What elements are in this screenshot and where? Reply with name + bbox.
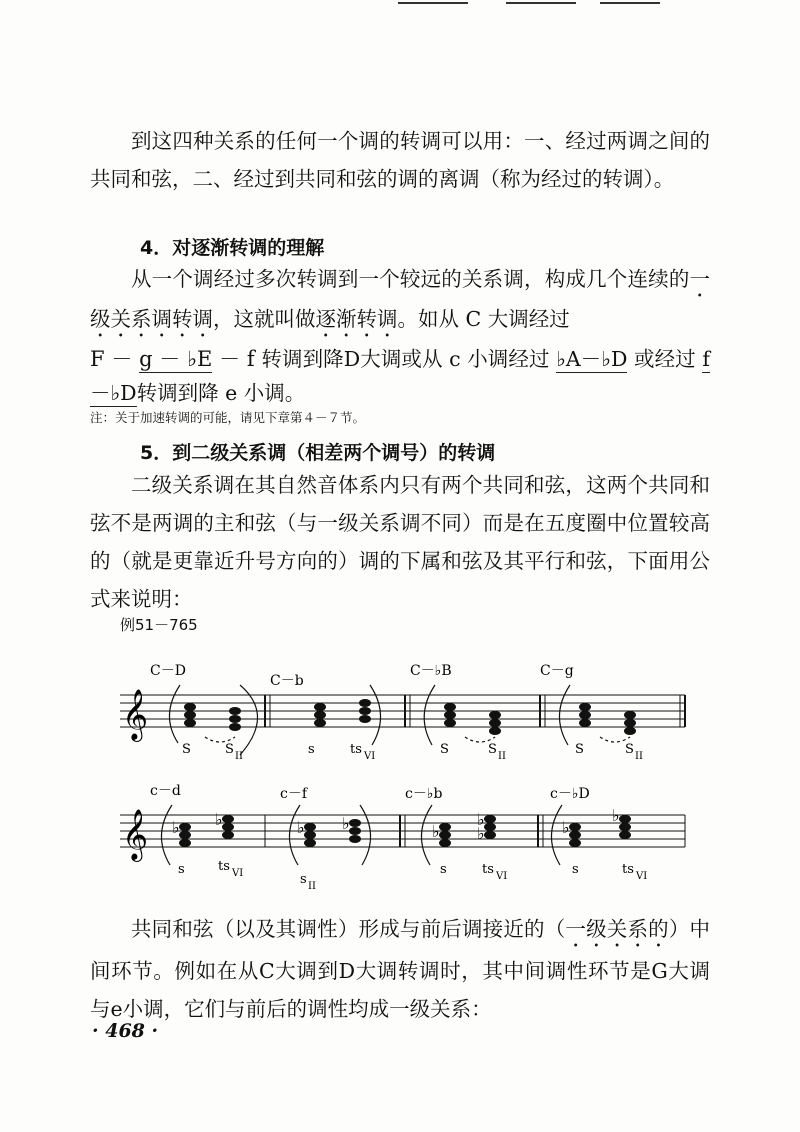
paragraph-2-part1: 从一个调经过多次转调到一个较远的关系调，构成几个连续的 <box>131 267 690 291</box>
key-box-4: C－g <box>540 663 574 679</box>
page-number: · 468 · <box>92 1020 159 1042</box>
svg-text:♭: ♭ <box>612 806 620 825</box>
label-ii-4: II <box>308 881 316 892</box>
top-rule-1 <box>398 2 468 4</box>
key-box-2: C－b <box>270 673 304 689</box>
label-ii-2: II <box>498 751 506 762</box>
label-s-8: s <box>178 862 185 877</box>
svg-text:♭: ♭ <box>477 824 485 843</box>
paragraph-2-part6: 转调到降 e 小调。 <box>136 381 306 405</box>
svg-text:♭: ♭ <box>215 810 223 829</box>
key-chain-1: F － g － ♭E － f <box>90 347 255 371</box>
key-boxes-row-1 <box>150 663 574 689</box>
key-g: g <box>139 347 153 371</box>
key-e-flat: ♭E <box>187 347 213 371</box>
staff-row-1 <box>120 695 685 727</box>
label-s-2: S <box>225 742 234 757</box>
function-labels-row-1 <box>182 742 643 762</box>
dotted-term-2: 逐渐转调 <box>315 307 398 331</box>
music-example <box>110 655 690 905</box>
key-box-6: c－f <box>280 786 308 802</box>
label-s-7: S <box>625 742 634 757</box>
key-box-7: c－♭b <box>405 786 443 802</box>
example-label: 例51－765 <box>120 616 198 634</box>
svg-text:♭: ♭ <box>297 818 305 837</box>
svg-text:♭: ♭ <box>562 818 570 837</box>
top-rule-2 <box>506 2 576 4</box>
dotted-term-1: 一级关系调转调 <box>90 267 710 331</box>
svg-text:♭: ♭ <box>172 818 180 837</box>
key-box-8: c－♭D <box>550 786 590 802</box>
key-f-minor: f <box>246 347 255 371</box>
paragraph-1 <box>90 122 710 198</box>
label-ts-3: ts <box>482 862 494 877</box>
paragraph-1-text: 到这四种关系的任何一个调的转调可以用：一、经过两调之间的共同和弦，二、经过到共同和弦的调的离调（称为经过的转调）。 <box>90 129 710 191</box>
function-labels-row-2 <box>178 859 647 892</box>
dotted-term-3: 一级关系的 <box>565 917 669 941</box>
paragraph-3 <box>90 466 710 618</box>
label-s-11: s <box>572 862 579 877</box>
svg-text:♭: ♭ <box>342 814 350 833</box>
label-s-6: S <box>575 742 584 757</box>
paragraph-2-part5: 或经过 <box>634 347 696 371</box>
paragraph-3-text: 二级关系调在其自然音体系内只有两个共同和弦，这两个共同和弦不是两调的主和弦（与一级关系调不同）而是在五度圈中位置较高的（就是更靠近升号方向的）调的下属和弦及其平行和弦，下面用公式来说明： <box>90 473 710 611</box>
label-s-9: s <box>300 872 307 887</box>
key-chain-bracket: g － ♭E <box>139 347 213 371</box>
key-box-5: c－d <box>150 783 181 799</box>
svg-text:♭: ♭ <box>477 810 485 829</box>
label-ii-3: II <box>635 751 643 762</box>
key-f: F <box>90 347 105 371</box>
label-s-4: S <box>440 742 449 757</box>
footnote: 注：关于加速转调的可能，请见下章第４－７节。 <box>90 410 366 425</box>
paragraph-4-part2: ）中间环节。例如在从C大调到D大调转调时，其中间调性环节是G大调与e小调，它们与前后的调性均成一级关系： <box>90 917 711 1021</box>
label-s-3: s <box>308 742 315 757</box>
top-rule-3 <box>600 2 660 4</box>
label-vi-4: VI <box>636 871 648 882</box>
section-heading-4: 4．对逐渐转调的理解 <box>140 237 325 259</box>
paragraph-2-part3: 。如从 C 大调经过 <box>397 307 570 331</box>
key-boxes-row-2 <box>150 783 590 802</box>
paragraph-4-part1: 共同和弦（以及其调性）形成与前后调接近的（ <box>131 917 566 941</box>
label-s-10: s <box>440 862 447 877</box>
svg-text:♭: ♭ <box>432 822 440 841</box>
paragraph-2-part2: ，这就叫做 <box>213 307 316 331</box>
label-vi-1: VI <box>364 751 376 762</box>
treble-clef-icon-1: 𝄞 <box>122 689 149 740</box>
label-ts-2: ts <box>218 859 230 874</box>
section-heading-5: 5．到二级关系调（相差两个调号）的转调 <box>140 442 496 464</box>
paragraph-4 <box>90 910 710 1028</box>
key-chain-3: f－♭D <box>90 347 710 405</box>
paragraph-2-part4: 转调到降D大调或从 c 小调经过 <box>261 347 550 371</box>
label-vi-2: VI <box>232 868 244 879</box>
label-ts-1: ts <box>350 742 362 757</box>
key-chain-2: ♭A－♭D <box>556 347 628 371</box>
key-box-3: C－♭B <box>410 663 452 679</box>
label-ii-1: II <box>235 751 243 762</box>
label-vi-3: VI <box>496 871 508 882</box>
label-s-1: S <box>182 742 191 757</box>
treble-clef-icon-2: 𝄞 <box>122 809 149 860</box>
key-box-1: C－D <box>150 663 186 679</box>
staff-row-2 <box>120 815 685 847</box>
label-s-5: S <box>488 742 497 757</box>
label-ts-4: ts <box>622 862 634 877</box>
paragraph-2 <box>90 262 710 410</box>
